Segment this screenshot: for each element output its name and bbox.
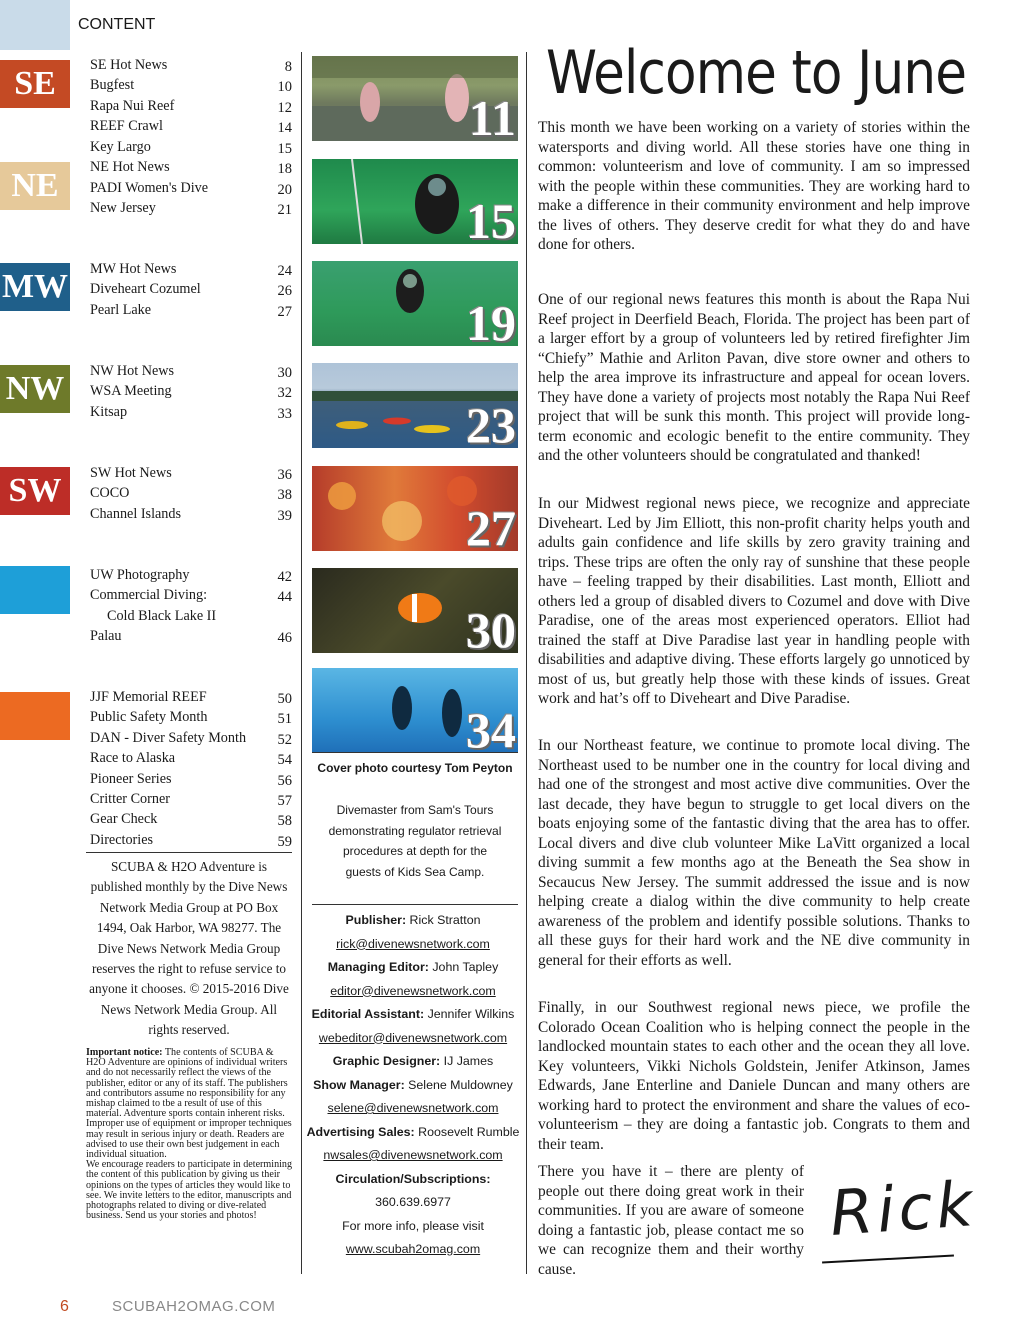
toc-item-title: Bugfest bbox=[90, 77, 135, 93]
toc-item-page: 50 bbox=[277, 691, 292, 707]
toc-item[interactable] bbox=[90, 608, 292, 628]
toc-item-page: 56 bbox=[277, 773, 292, 789]
toc-item-title: Diveheart Cozumel bbox=[90, 281, 201, 297]
toc-item-title: Channel Islands bbox=[90, 506, 182, 522]
thumbnail-page-number: 15 bbox=[466, 193, 516, 244]
toc-item[interactable] bbox=[90, 750, 292, 770]
toc-item-page: 14 bbox=[277, 120, 292, 136]
credit-managing-editor: Managing Editor: John Tapley bbox=[327, 960, 499, 974]
toc-item-page: 39 bbox=[277, 508, 292, 524]
toc-item-page: 20 bbox=[277, 182, 292, 198]
toc-item[interactable] bbox=[90, 77, 292, 97]
toc-item-page: 10 bbox=[277, 79, 292, 95]
article-paragraph: This month we have been working on a variety of stories within the watersports and diving world. All these stories have one thing in common: volunteerism and love of community. I am so impressed with the people within these communities. They are working hard to make a difference in their community environment and help improve the lives of others. They deserve credit for what they do and have done for others. bbox=[538, 119, 970, 253]
toc-item-title: NE Hot News bbox=[90, 159, 170, 175]
toc-item[interactable] bbox=[90, 465, 292, 485]
region-tab-ne[interactable]: NE bbox=[0, 162, 70, 210]
line-shape bbox=[352, 159, 362, 244]
toc-item-title: NW Hot News bbox=[90, 363, 175, 379]
region-tab-nw[interactable]: NW bbox=[0, 365, 70, 413]
toc-item-page: 12 bbox=[277, 100, 292, 116]
cover-caption: Divemaster from Sam's Tours demonstrating regulator retrieval procedures at depth for the guests of Kids Sea Camp. bbox=[328, 803, 502, 879]
toc-item-page: 30 bbox=[277, 365, 292, 381]
toc-item-title: SW Hot News bbox=[90, 465, 172, 481]
thumbnail-kayakers[interactable] bbox=[312, 363, 518, 448]
circulation-more-info: For more info, please visit bbox=[342, 1218, 484, 1233]
coral-shape bbox=[328, 482, 356, 510]
toc-item-page: 24 bbox=[277, 263, 292, 279]
toc-item-title: New Jersey bbox=[90, 200, 156, 216]
dolphin-shape bbox=[360, 82, 380, 122]
toc-item-page: 58 bbox=[277, 813, 292, 829]
credit-graphic-designer: Graphic Designer: IJ James bbox=[332, 1054, 494, 1068]
toc-item[interactable] bbox=[90, 689, 292, 709]
toc-item[interactable] bbox=[90, 57, 292, 77]
toc-item-page: 51 bbox=[277, 711, 292, 727]
webeditor-email-link[interactable]: webeditor@divenewsnetwork.com bbox=[318, 1030, 508, 1045]
article-paragraph: There you have it – there are plenty of people out there doing great work in their communities. If you are aware of someone doing a fantastic job, please contact me so we can recognize them and their worthy cause. bbox=[538, 1163, 804, 1278]
mask-shape bbox=[428, 178, 446, 196]
clownfish-stripe bbox=[412, 594, 417, 622]
toc-item[interactable] bbox=[90, 159, 292, 179]
kayak-shape bbox=[383, 418, 411, 425]
toc-item-page: 46 bbox=[277, 630, 292, 646]
thumbnail-page-number: 30 bbox=[466, 602, 516, 653]
signature: Rick bbox=[827, 1166, 979, 1251]
toc-item[interactable] bbox=[90, 281, 292, 301]
column-divider-right bbox=[526, 52, 527, 1274]
toc-item[interactable] bbox=[90, 118, 292, 138]
toc-item-page: 38 bbox=[277, 487, 292, 503]
toc-item-page: 32 bbox=[277, 385, 292, 401]
publisher-email-link[interactable]: rick@divenewsnetwork.com bbox=[336, 936, 490, 951]
toc-item-title: DAN - Diver Safety Month bbox=[90, 730, 247, 746]
toc-item-title: Key Largo bbox=[90, 139, 151, 155]
diver-silhouette bbox=[392, 686, 412, 730]
region-tab-misc[interactable] bbox=[0, 692, 70, 740]
credits-divider bbox=[312, 904, 518, 905]
region-tab-sw[interactable]: SW bbox=[0, 467, 70, 515]
toc-item-title: Directories bbox=[90, 832, 154, 848]
thumbnail-clownfish[interactable] bbox=[312, 568, 518, 653]
toc-item[interactable] bbox=[90, 180, 292, 200]
toc-item-title: Public Safety Month bbox=[90, 709, 208, 725]
toc-item-title: Kitsap bbox=[90, 404, 128, 420]
cover-divider bbox=[312, 752, 518, 753]
circulation-phone: 360.639.6977 bbox=[375, 1195, 451, 1209]
toc-item-title: Palau bbox=[90, 628, 122, 644]
thumbnail-dolphins[interactable] bbox=[312, 56, 518, 141]
notice-label: Important notice: bbox=[86, 1047, 163, 1058]
website-link[interactable]: www.scubah2omag.com bbox=[345, 1242, 481, 1256]
toc-item-page: 36 bbox=[277, 467, 292, 483]
thumbnail-page-number: 27 bbox=[466, 500, 516, 551]
toc-item-page: 15 bbox=[277, 141, 292, 157]
thumbnail-page-number: 23 bbox=[466, 397, 516, 448]
toc-item-page: 18 bbox=[277, 161, 292, 177]
article-paragraph: In our Northeast feature, we continue to promote local diving. The Northeast used to be number one in the country for local diving and had one of the strongest and most active dive communities. Over the last decade, they have begun to struggle to get local divers on the boats enjoying some of the fantastic diving that the area has to offer. Local divers and dive club volunteer Mike LaVitt organized a local diving summit a few months ago at the Beneath the Sea show in Secaucus New Jersey. The summit addressed the issue and is now helping create a dialog within the dive community to help create awareness of the problem and identify possible solutions. Thanks to all these guys for their hard work and the NE dive community in general for their efforts as well. bbox=[538, 737, 970, 969]
header-color-block bbox=[0, 0, 70, 50]
toc-item-title: REEF Crawl bbox=[90, 118, 163, 134]
toc-item-title: Rapa Nui Reef bbox=[90, 98, 175, 114]
content-label: CONTENT bbox=[78, 16, 156, 33]
toc-item-page: 26 bbox=[277, 283, 292, 299]
toc-item[interactable] bbox=[90, 383, 292, 403]
toc-item[interactable] bbox=[90, 791, 292, 811]
toc-item[interactable] bbox=[90, 628, 292, 648]
toc-item-title: Cold Black Lake II bbox=[107, 608, 217, 624]
notice-text-2: We encourage readers to participate in determining the content of this publication by giving us their opinions on the types of articles they would like to see. We invite letters to the editor, manuscripts and photographs related to diving or dive-related business. Send us your stories and photos! bbox=[86, 1159, 293, 1222]
article-paragraph: One of our regional news features this month is about the Rapa Nui Reef project in Deerfield Beach, Florida. The project has been part of a larger effort by a group of volunteers led by retired firefighter Jim “Chiefy” Mathie and Arliton Pavan, dive store owner and others to help the area improve its infrastructure and appeal for ocean lovers. They have done a variety of projects most notably the Rapa Nui Reef project that will be sunk this month. This project will provide long-term economic and ecologic benefit to the entire community. They and the other volunteers should be congratulated and thanked! bbox=[538, 291, 970, 464]
circulation-label: Circulation/Subscriptions: bbox=[335, 1171, 491, 1186]
toc-item-page: 42 bbox=[277, 569, 292, 585]
publisher-info: SCUBA & H2O Adventure is published monthly by the Dive News Network Media Group at PO Box 1494, Oak Harbor, WA 98277. The Dive News Network Media Group reserves the right to refuse service to anyone it chooses. © 2015-2016 Dive News Network Media Group. All rights reserved. bbox=[89, 859, 289, 1038]
mask-shape bbox=[403, 274, 417, 288]
toc-item-title: PADI Women's Dive bbox=[90, 180, 209, 196]
page-number: 6 bbox=[60, 1298, 69, 1315]
coral-shape bbox=[382, 501, 422, 541]
toc-item-title: Pearl Lake bbox=[90, 302, 152, 318]
thumbnail-page-number: 11 bbox=[468, 90, 516, 141]
toc-item[interactable] bbox=[90, 771, 292, 791]
signature-underline bbox=[822, 1255, 954, 1264]
notice-text: The contents of SCUBA & H2O Adventure are opinions of individual writers and do not necessarily reflect the views of the publisher, editor or any of its staff. The publishers and contributors assume no responsibility for any mishap claimed to tbe a result of use of this material. Adventure sports contain inherent risks. Improper use of equipment or improper techniques may result in serious injury or death. Readers are advised to use their own best judgement in each individual situation. bbox=[86, 1047, 292, 1161]
credit-editorial-assistant: Editorial Assistant: Jennifer Wilkins bbox=[311, 1007, 515, 1021]
cover-credit: Cover photo courtesy Tom Peyton bbox=[317, 761, 513, 775]
toc-item-title: WSA Meeting bbox=[90, 383, 172, 399]
column-divider-left bbox=[301, 52, 302, 1274]
toc-item[interactable] bbox=[90, 709, 292, 729]
toc-item[interactable] bbox=[90, 261, 292, 281]
site-url[interactable]: SCUBAH2OMAG.COM bbox=[112, 1298, 276, 1315]
toc-item-title: UW Photography bbox=[90, 567, 190, 583]
toc-item[interactable] bbox=[90, 567, 292, 587]
editor-email-link[interactable]: editor@divenewsnetwork.com bbox=[330, 983, 496, 998]
region-tab-se[interactable]: SE bbox=[0, 60, 70, 108]
toc-item-title: Critter Corner bbox=[90, 791, 170, 807]
thumbnail-coral[interactable] bbox=[312, 466, 518, 551]
diver-silhouette bbox=[442, 689, 462, 737]
page-title: Welcome to June bbox=[546, 38, 967, 108]
toc-item-title: Pioneer Series bbox=[90, 771, 172, 787]
toc-item-title: COCO bbox=[90, 485, 130, 501]
thumbnail-diver-line[interactable] bbox=[312, 159, 518, 244]
clownfish-shape bbox=[398, 593, 442, 623]
credit-publisher: Publisher: Rick Stratton bbox=[345, 913, 481, 927]
staff-credits bbox=[304, 909, 522, 1262]
show-manager-email-link[interactable]: selene@divenewsnetwork.com bbox=[327, 1101, 499, 1115]
toc-item[interactable] bbox=[90, 506, 292, 526]
toc-item[interactable] bbox=[90, 587, 292, 607]
toc-item-title: JJF Memorial REEF bbox=[90, 689, 207, 705]
article-paragraph: In our Midwest regional news piece, we recognize and appreciate Diveheart. Led by Jim Elliott, this non-profit charity helps youth and adults gain confidence and life skills by zero gravity training and trips. These trips are often the only ray of sunshine that these people have – feeling trapped by their disabilities. Last month, Elliott and others led a group of disabled divers to Cozumel and dove with Dive Paradise, one of the areas most experienced operators. Elliot had trained the staff at Dive Paradise last year in handling people with disabilities and adaptive diving. These efforts largely go unnoticed by most of us, but greatly help those with these kinds of issues. Great work and hat’s off to Diveheart and Dive Paradise. bbox=[538, 495, 970, 707]
toc-item[interactable] bbox=[90, 98, 292, 118]
kayak-shape bbox=[336, 421, 368, 429]
toc-item[interactable] bbox=[90, 811, 292, 831]
toc-item-page: 57 bbox=[277, 793, 292, 809]
toc-item[interactable] bbox=[90, 730, 292, 750]
toc-item[interactable] bbox=[90, 485, 292, 505]
toc-item-title: SE Hot News bbox=[90, 57, 168, 73]
toc-item-page: 8 bbox=[284, 59, 292, 75]
sales-email-link[interactable]: nwsales@divenewsnetwork.com bbox=[323, 1148, 503, 1162]
toc-item-page: 33 bbox=[277, 406, 292, 422]
dolphin-shape bbox=[445, 74, 469, 122]
toc-item-title: Gear Check bbox=[90, 811, 158, 827]
toc-item-title: MW Hot News bbox=[90, 261, 177, 277]
toc-item-title: Commercial Diving: bbox=[90, 587, 208, 603]
toc-item[interactable] bbox=[90, 832, 292, 852]
region-tab-mw[interactable]: MW bbox=[0, 263, 70, 311]
trees bbox=[312, 56, 518, 78]
article-paragraph: Finally, in our Southwest regional news piece, we profile the Colorado Ocean Coalition who is helping connect the people in the landlocked mountain states to each other and the ocean they all love. Key volunteers, Vikki Nichols Goldstein, Jenifer Atkinson, James Edwards, Jane Enterline and Daniele Duncan and many others are working hard to protect the environment and share the values of eco-volunteerism – they are doing a fantastic job. Congrats to them and their team. bbox=[538, 999, 970, 1153]
toc-item[interactable] bbox=[90, 200, 292, 220]
toc-item-page: 59 bbox=[277, 834, 292, 850]
toc-item[interactable] bbox=[90, 363, 292, 383]
toc-divider bbox=[86, 852, 292, 853]
thumbnail-page-number: 19 bbox=[466, 295, 516, 346]
toc-item[interactable] bbox=[90, 302, 292, 322]
toc-item-title: Race to Alaska bbox=[90, 750, 176, 766]
toc-item-page: 54 bbox=[277, 752, 292, 768]
thumbnail-page-number: 34 bbox=[466, 702, 516, 753]
region-tab-uw[interactable] bbox=[0, 566, 70, 614]
credit-advertising-sales: Advertising Sales: Roosevelt Rumble bbox=[306, 1124, 520, 1139]
toc-item-page: 52 bbox=[277, 732, 292, 748]
toc-item-page: 27 bbox=[277, 304, 292, 320]
toc-item[interactable] bbox=[90, 404, 292, 424]
important-notice bbox=[86, 1048, 292, 1221]
kayak-shape bbox=[414, 425, 450, 433]
thumbnail-divers[interactable] bbox=[312, 668, 518, 753]
toc-item[interactable] bbox=[90, 139, 292, 159]
toc-item-page: 44 bbox=[277, 589, 292, 605]
toc-item-page: 21 bbox=[277, 202, 292, 218]
credit-show-manager: Show Manager: Selene Muldowney bbox=[313, 1077, 513, 1092]
thumbnail-diver-lake[interactable] bbox=[312, 261, 518, 346]
